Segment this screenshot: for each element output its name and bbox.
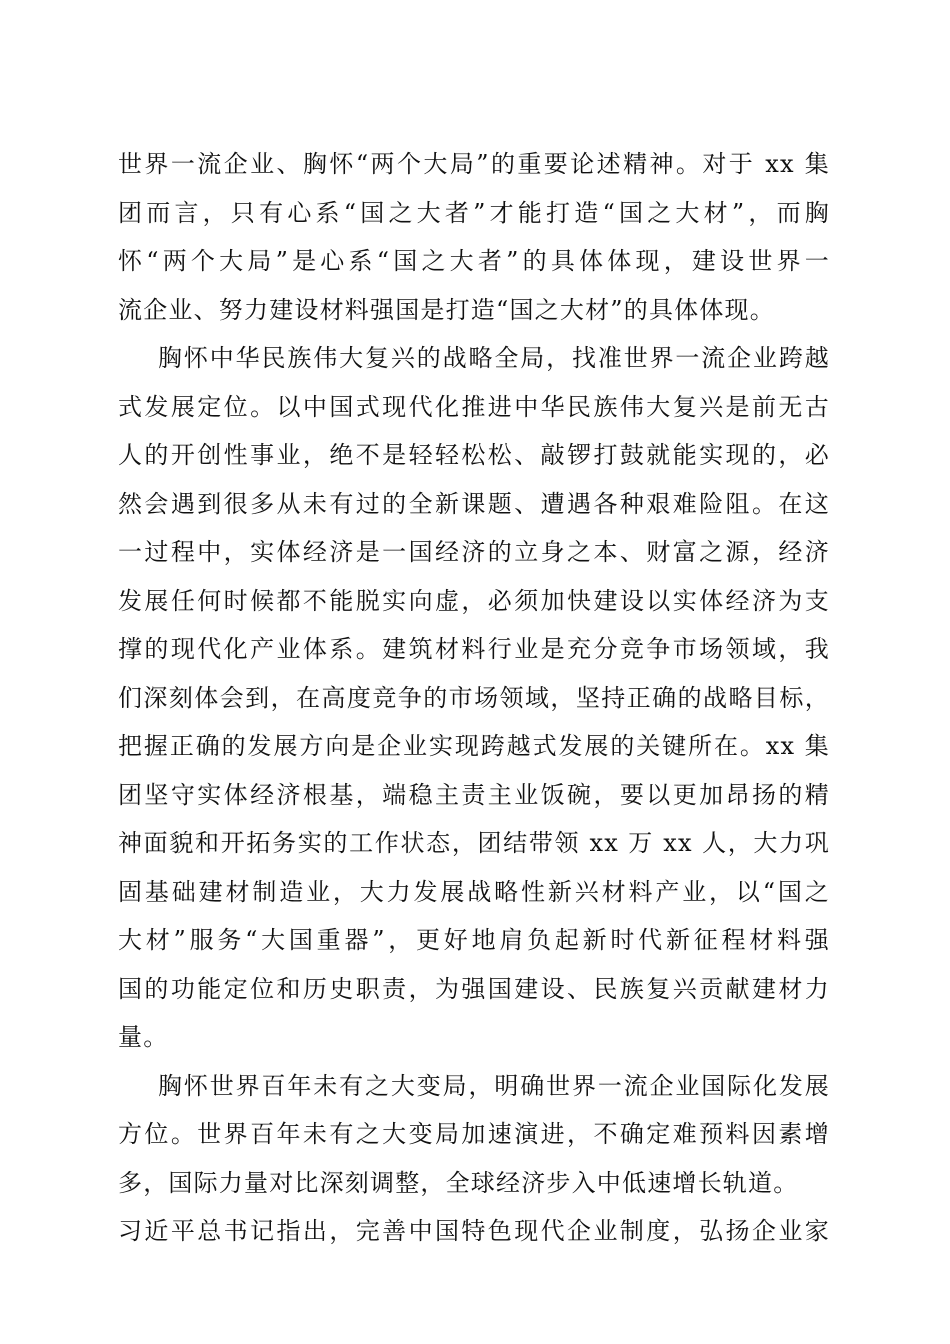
- text-line: 神面貌和开拓务实的工作状态，团结带领 xx 万 xx 人，大力巩: [118, 829, 830, 857]
- text-line: 方位。世界百年未有之大变局加速演进，不确定难预料因素增: [118, 1120, 830, 1148]
- text-line: 世界一流企业、胸怀“两个大局”的重要论述精神。对于 xx 集: [118, 150, 830, 178]
- text-line: 式发展定位。以中国式现代化推进中华民族伟大复兴是前无古: [118, 392, 830, 421]
- text-line: 量。: [118, 1023, 169, 1051]
- paragraph-start-line: 胸怀世界百年未有之大变局，明确世界一流企业国际化发展: [158, 1071, 830, 1100]
- text-line: 们深刻体会到，在高度竞争的市场领域，坚持正确的战略目标，: [118, 683, 830, 712]
- text-line: 大材”服务“大国重器”，更好地肩负起新时代新征程材料强: [118, 926, 830, 954]
- text-line: 撑的现代化产业体系。建筑材料行业是充分竞争市场领域，我: [118, 635, 830, 663]
- text-line: 把握正确的发展方向是企业实现跨越式发展的关键所在。xx 集: [118, 732, 830, 760]
- text-line: 习近平总书记指出，完善中国特色现代企业制度，弘扬企业家: [118, 1217, 830, 1245]
- text-line: 一过程中，实体经济是一国经济的立身之本、财富之源，经济: [118, 538, 830, 566]
- paragraph-start-line: 胸怀中华民族伟大复兴的战略全局，找准世界一流企业跨越: [158, 344, 830, 372]
- text-line: 多，国际力量对比深刻调整，全球经济步入中低速增长轨道。: [118, 1168, 799, 1197]
- text-line: 怀“两个大局”是心系“国之大者”的具体体现，建设世界一: [118, 247, 830, 275]
- text-line: 团而言，只有心系“国之大者”才能打造“国之大材”，而胸: [118, 198, 830, 227]
- text-line: 固基础建材制造业，大力发展战略性新兴材料产业，以“国之: [118, 877, 830, 906]
- text-line: 发展任何时候都不能脱实向虚，必须加快建设以实体经济为支: [118, 586, 830, 615]
- text-line: 国的功能定位和历史职责，为强国建设、民族复兴贡献建材力: [118, 974, 830, 1003]
- text-line: 然会遇到很多从未有过的全新课题、遭遇各种艰难险阻。在这: [118, 489, 830, 518]
- text-line: 人的开创性事业，绝不是轻轻松松、敲锣打鼓就能实现的，必: [118, 441, 830, 469]
- text-line: 流企业、努力建设材料强国是打造“国之大材”的具体体现。: [118, 295, 775, 324]
- body-text: [118, 140, 830, 1256]
- text-line: 团坚守实体经济根基，端稳主责主业饭碗，要以更加昂扬的精: [118, 780, 830, 809]
